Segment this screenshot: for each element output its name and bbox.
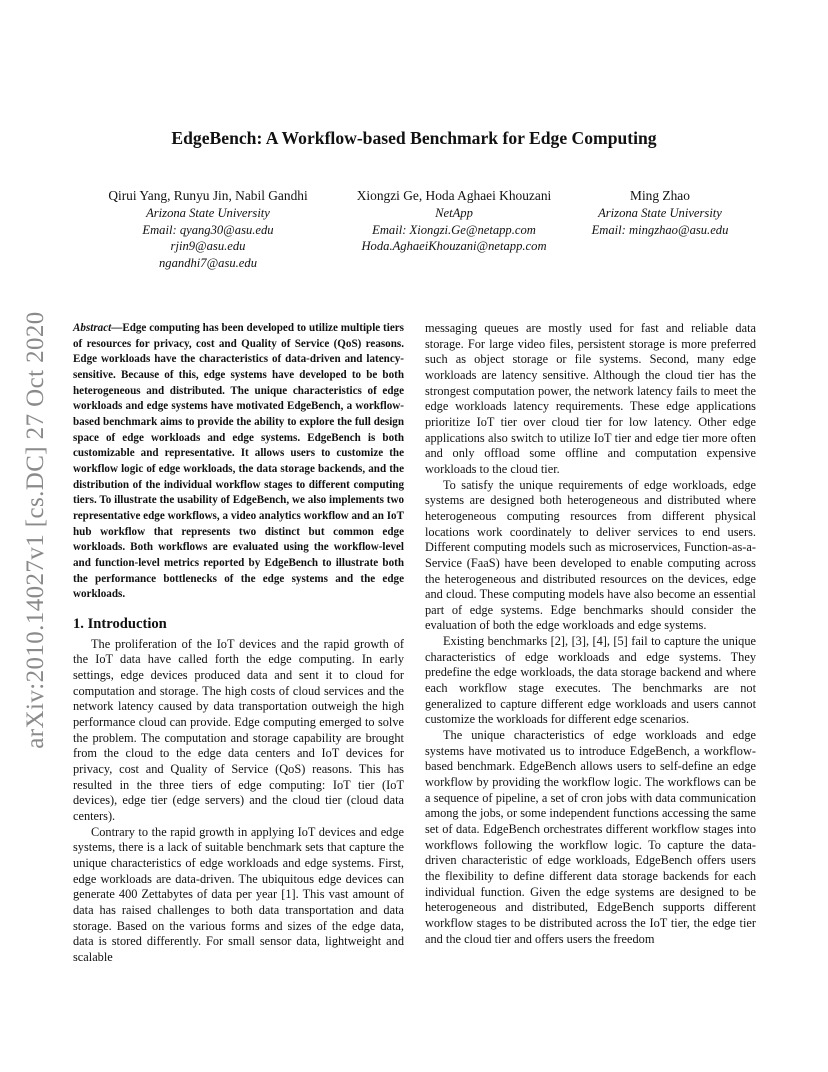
author-names: Ming Zhao bbox=[630, 188, 690, 203]
body-paragraph: To satisfy the unique requirements of edge workloads, edge systems are designed both heterogeneous and distributed where heterogeneous computing resources from different physical locations work coordinately to deliver services to end users. Different computing models such as microservices, Function-as-a-Service (FaaS) have been developed to enable computing across the heterogeneous and distributed resources on the devices, edge and cloud. These computing models have also become an essential part of edge systems. Edge benchmarks should consider the evaluation of both the edge workloads and edge systems. bbox=[425, 477, 756, 633]
author-email: Email: mingzhao@asu.edu bbox=[591, 222, 729, 237]
abstract bbox=[73, 321, 404, 603]
author-email: Email: Xiongzi.Ge@netapp.com bbox=[372, 222, 536, 237]
abstract-text: —Edge computing has been developed to utilize multiple tiers of resources for privacy, cost and Quality of Service (QoS) reasons. Edge workloads have the characteristics of data-driven and latency-sensitive. Because of this, edge systems have developed to be both heterogeneous and distributed. The unique characteristics of edge workloads and edge systems have motivated EdgeBench, a workflow-based benchmark aims to provide the ability to explore the full design space of edge workloads and edge systems. EdgeBench is both customizable and representative. It allows users to customize the workflow logic of edge workloads, the data storage backends, and the distribution of the individual workflow stages to different computing tiers. To illustrate the usability of EdgeBench, we also implements two representative edge workflows, a video analytics workflow and an IoT hub workflow that represents two distinct but common edge workloads. Both workflows are evaluated using the workflow-level and function-level metrics reported by EdgeBench to illustrate both the performance bottlenecks of the edge systems and the edge workloads. bbox=[73, 322, 404, 601]
author-affiliation: Arizona State University bbox=[598, 206, 722, 220]
abstract-label: Abstract bbox=[73, 322, 112, 334]
body-paragraph: messaging queues are mostly used for fast and reliable data storage. For large video files, persistent storage is more preferred such as object storage or file systems. Second, many edge workloads are latency sensitive. Although the cloud tier has the strongest computation power, the network latency fails to meet the edge workloads latency requirements. These edge applications prioritize IoT tier over cloud tier for low latency. Other edge applications also switch to utilize IoT tier and edge tier more often and only offload some offline and computation expensive workloads to the cloud tier. bbox=[425, 321, 756, 476]
paper-title: EdgeBench: A Workflow-based Benchmark for Edge Computing bbox=[171, 128, 657, 148]
author-email: Hoda.AghaeiKhouzani@netapp.com bbox=[361, 239, 547, 253]
author-names: Xiongzi Ge, Hoda Aghaei Khouzani bbox=[356, 188, 552, 203]
author-email: Email: qyang30@asu.edu bbox=[142, 222, 274, 237]
arxiv-stamp[interactable]: arXiv:2010.14027v1 [cs.DC] 27 Oct 2020 bbox=[22, 311, 49, 749]
body-paragraph: Contrary to the rapid growth in applying IoT devices and edge systems, there is a lack of suitable benchmark sets that capture the unique characteristics of edge workloads and edge systems. First, edge workloads are data-driven. The ubiquitous edge devices can generate 400 Zettabytes of data per year [1]. This vast amount of data has raised challenges to both data transportation and data storage. Based on the various forms and sizes of the edge data, data is stored differently. For small sensor data, lightweight and scalable bbox=[73, 824, 404, 964]
author-email: ngandhi7@asu.edu bbox=[159, 255, 257, 270]
author-affiliation: NetApp bbox=[435, 206, 473, 220]
author-names: Qirui Yang, Runyu Jin, Nabil Gandhi bbox=[108, 188, 308, 203]
body-paragraph: The proliferation of the IoT devices and the rapid growth of the IoT data have called forth the edge computing. In early settings, edge devices produced data and sent it to cloud for computation and storage. The high costs of cloud services and the network latency caused by data transportation outweigh the high performance cloud can provide. Edge computing emerged to solve the problem. The computation and storage capability are brought from the cloud to the edge data centers and IoT devices for privacy, cost and Quality of Service (QoS) reasons. This has resulted in the three tiers of edge computing: IoT tier (IoT devices), edge tier (edge servers) and the cloud tier (cloud data centers). bbox=[73, 636, 404, 824]
author-email: rjin9@asu.edu bbox=[170, 239, 246, 253]
body-paragraph: The unique characteristics of edge workloads and edge systems have motivated us to introduce EdgeBench, a workflow-based benchmark. EdgeBench allows users to self-define an edge workflow by providing the workflow logic. The workflows can be a sequence of pipeline, a set of cron jobs with data communication among the jobs, or some independent functions accessing the same set of data. EdgeBench orchestrates different workflow stages into workflows following the workflow logic. To capture the data-driven characteristic of edge workloads, EdgeBench offers users the flexibility to define different data storage backends for each individual function. Given the edge systems are designed to be heterogeneous and distributed, EdgeBench supports different workflow stages to be distributed across the IoT tier, the edge tier and the cloud tier and offers users the freedom bbox=[425, 728, 756, 946]
right-column bbox=[425, 321, 756, 947]
author-affiliation: Arizona State University bbox=[146, 206, 270, 220]
author-block-asu bbox=[84, 186, 332, 271]
author-block-zhao bbox=[580, 186, 740, 238]
author-block-netapp bbox=[338, 186, 570, 255]
section-heading: 1. Introduction bbox=[73, 615, 167, 632]
left-column bbox=[73, 321, 404, 966]
body-paragraph: Existing benchmarks [2], [3], [4], [5] fail to capture the unique characteristics of edge workloads and edge systems. They predefine the edge workloads, the data storage backend and where each workflow stage executes. The benchmarks are not generalized to capture different edge workloads and users cannot customize the workloads for different edge scenarios. bbox=[425, 634, 756, 727]
